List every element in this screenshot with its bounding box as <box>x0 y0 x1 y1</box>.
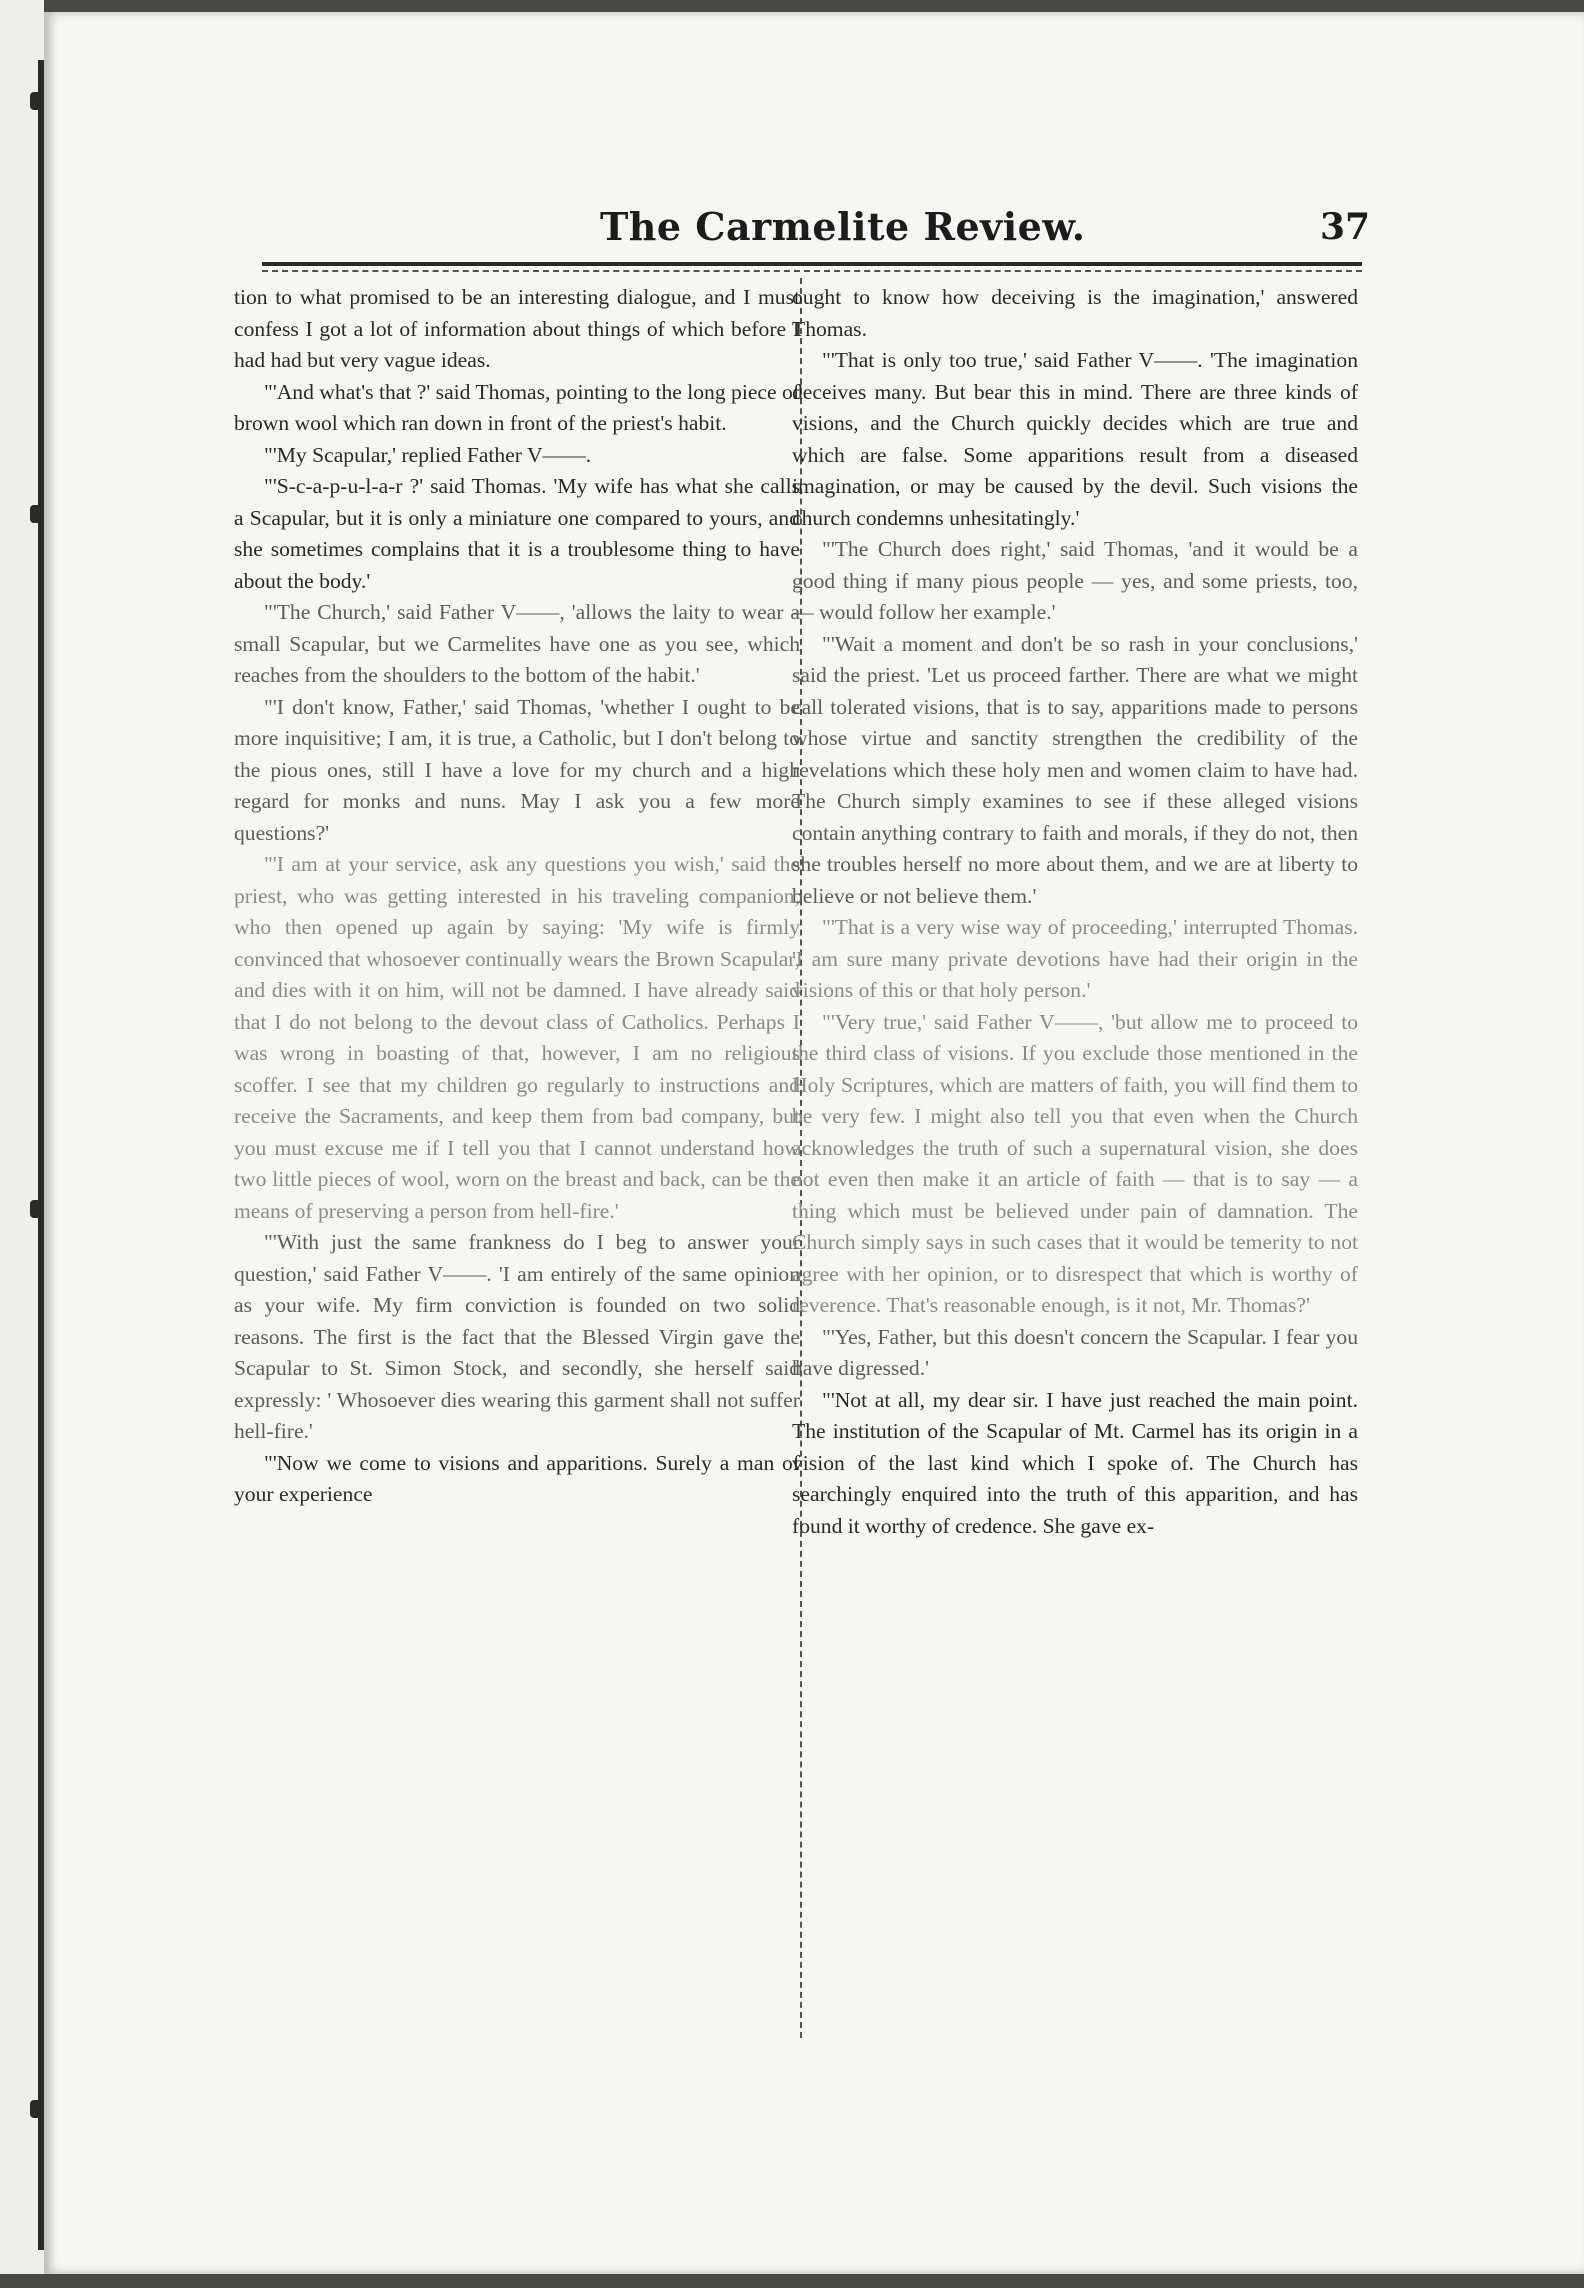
paragraph: "'Yes, Father, but this doesn't concern the Scapular. I fear you have digressed.' <box>792 1324 1358 1380</box>
binding-mark <box>30 92 44 110</box>
scan-bottom-border <box>0 2274 1584 2288</box>
paragraph: "'With just the same frankness do I beg to answer your question,' said Father V——. 'I am entirely of the same opinion as your wife. My firm conviction is founded on two solid reasons. The first is the fact that the Blessed Virgin gave the Scapular to St. Simon Stock, and secondly, she herself said expressly: ' Whosoever dies wearing this garment shall not suffer hell-fire.' <box>234 1230 800 1443</box>
page-number: 37 <box>1320 206 1371 248</box>
paragraph: "'The Church does right,' said Thomas, 'and it would be a good thing if many pious people — yes, and some priests, too, — would follow her example.' <box>792 537 1358 624</box>
paragraph: "'Very true,' said Father V——, 'but allow me to proceed to the third class of visions. If you exclude those mentioned in the Holy Scriptures, which are matters of faith, you will find them to be very few. I might also tell you that even when the Church acknowledges the truth of such a supernatural vision, she does not even then make it an article of faith — that is to say — a thing which must be believed under pain of damnation. The Church simply says in such cases that it would be temerity to not agree with her opinion, or to disrespect that which is worthy of reverence. That's reasonable enough, is it not, Mr. Thomas?' <box>792 1009 1358 1317</box>
binding-mark <box>30 1200 44 1218</box>
paragraph: ought to know how deceiving is the imagination,' answered Thomas. <box>792 285 1358 341</box>
header-rule-dashed <box>262 270 1362 272</box>
binding-mark <box>30 2100 44 2118</box>
header-rule <box>262 262 1362 266</box>
paragraph: "'S-c-a-p-u-l-a-r ?' said Thomas. 'My wife has what she calls a Scapular, but it is only a miniature one compared to yours, and she sometimes complains that it is a troublesome thing to have about the body.' <box>234 474 800 593</box>
paragraph: "'My Scapular,' replied Father V——. <box>264 442 592 467</box>
paragraph: "'Wait a moment and don't be so rash in your conclusions,' said the priest. 'Let us proceed farther. There are what we might call tolerated visions, that is to say, apparitions made to persons whose virtue and sanctity strengthen the credibility of the revelations which these holy men and women claim to have had. The Church simply examines to see if these alleged visions contain anything contrary to faith and morals, if they do not, then she troubles herself no more about them, and we are at liberty to believe or not believe them.' <box>792 631 1358 908</box>
paragraph: tion to what promised to be an interesting dialogue, and I must confess I got a lot of information about things of which before I had had but very vague ideas. <box>234 285 800 372</box>
paragraph: "'I am at your service, ask any questions you wish,' said the priest, who was getting interested in his traveling companion, who then opened up again by saying: 'My wife is firmly convinced that whosoever continually wears the Brown Scapular, and dies with it on him, will not be damned. I have already said that I do not belong to the devout class of Catholics. Perhaps I was wrong in boasting of that, however, I am no religious scoffer. I see that my children go regularly to instructions and receive the Sacraments, and keep them from bad company, but you must excuse me if I tell you that I cannot understand how two little pieces of wool, worn on the breast and back, can be the means of preserving a person from hell-fire.' <box>234 852 800 1223</box>
scan-top-border <box>0 0 1584 12</box>
right-column <box>792 282 1358 1542</box>
paragraph: "'And what's that ?' said Thomas, pointing to the long piece of brown wool which ran down in front of the priest's habit. <box>234 379 800 435</box>
binding-mark <box>30 505 44 523</box>
paragraph: "'Not at all, my dear sir. I have just reached the main point. The institution of the Scapular of Mt. Carmel has its origin in a vision of the last kind which I spoke of. The Church has searchingly enquired into the truth of this apparition, and has found it worthy of credence. She gave ex- <box>792 1387 1358 1538</box>
paragraph: "'That is only too true,' said Father V——. 'The imagination deceives many. But bear this in mind. There are three kinds of visions, and the Church quickly decides which are true and which are false. Some apparitions result from a diseased imagination, or may be caused by the devil. Such visions the church condemns unhesitatingly.' <box>792 348 1358 530</box>
paragraph: "'The Church,' said Father V——, 'allows the laity to wear a small Scapular, but we Carmelites have one as you see, which reaches from the shoulders to the bottom of the habit.' <box>234 600 800 687</box>
paragraph: "'I don't know, Father,' said Thomas, 'whether I ought to be more inquisitive; I am, it is true, a Catholic, but I don't belong to the pious ones, still I have a love for my church and a high regard for monks and nuns. May I ask you a few more questions?' <box>234 694 800 845</box>
paragraph: "'Now we come to visions and apparitions. Surely a man of your experience <box>234 1450 800 1506</box>
paragraph: "'That is a very wise way of proceeding,' interrupted Thomas. 'I am sure many private devotions have had their origin in the visions of this or that holy person.' <box>792 915 1358 1002</box>
scan-left-margin <box>0 0 44 2288</box>
left-column <box>234 282 800 1511</box>
running-head: The Carmelite Review. <box>600 204 1086 249</box>
